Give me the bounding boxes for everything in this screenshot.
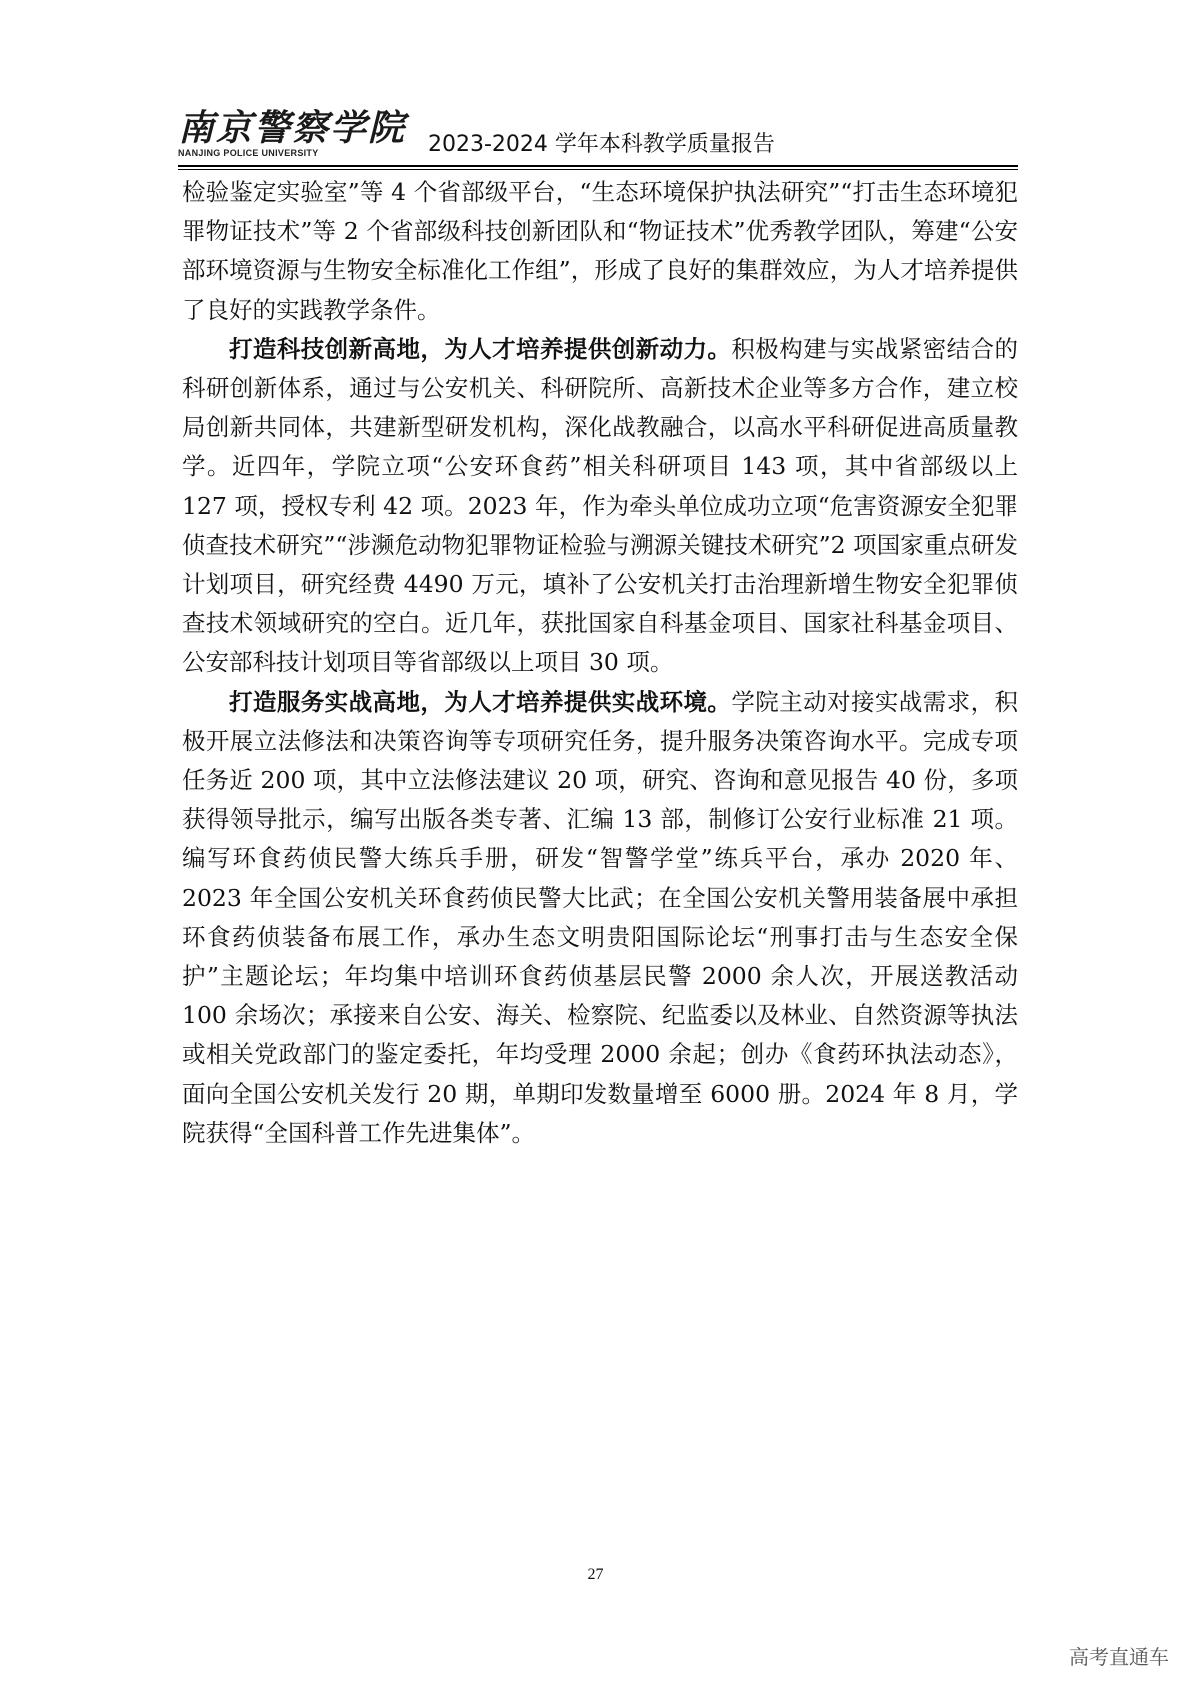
page-body	[182, 173, 1018, 1153]
watermark: 高考直通车	[1069, 1645, 1169, 1669]
university-logo	[178, 107, 407, 159]
header-rule-thin	[178, 169, 1018, 170]
header-rule-thick	[178, 165, 1018, 167]
logo-english-name: NANJING POLICE UNIVERSITY	[178, 148, 319, 158]
logo-chinese-name: 南京警察学院	[178, 107, 407, 149]
paragraph-innovation-lead: 打造科技创新高地，为人才培养提供创新动力。	[229, 334, 732, 363]
paragraph-service-lead: 打造服务实战高地，为人才培养提供实战环境。	[229, 687, 732, 716]
paragraph-service-text: 学院主动对接实战需求，积极开展立法修法和决策咨询等专项研究任务，提升服务决策咨询水平。完成专项任务近 200 项，其中立法修法建议 20 项，研究、咨询和意见报告 40 份，多项获得领导批示，编写出版各类专著、汇编 13 部，制修订公安行业标准 21 项。编写环食药侦民警大练兵手册，研发“智警学堂”练兵平台，承办 2020 年、2023 年全国公安机关环食药侦民警大比武；在全国公安机关警用装备展中承担环食药侦装备布展工作，承办生态文明贵阳国际论坛“刑事打击与生态安全保护”主题论坛；年均集中培训环食药侦基层民警 2000 余人次，开展送教活动 100 余场次；承接来自公安、海关、检察院、纪监委以及林业、自然资源等执法或相关党政部门的鉴定委托，年均受理 2000 余起；创办《食药环执法动态》，面向全国公安机关发行 20 期，单期印发数量增至 6000 册。2024 年 8 月，学院获得“全国科普工作先进集体”。	[182, 687, 1018, 1147]
paragraph-innovation	[182, 330, 1018, 683]
paragraph-innovation-text: 积极构建与实战紧密结合的科研创新体系，通过与公安机关、科研院所、高新技术企业等多方合作，建立校局创新共同体，共建新型研发机构，深化战教融合，以高水平科研促进高质量教学。近四年，学院立项“公安环食药”相关科研项目 143 项，其中省部级以上 127 项，授权专利 42 项。2023 年，作为牵头单位成功立项“危害资源安全犯罪侦查技术研究”“涉濒危动物犯罪物证检验与溯源关键技术研究”2 项国家重点研发计划项目，研究经费 4490 万元，填补了公安机关打击治理新增生物安全犯罪侦查技术领域研究的空白。近几年，获批国家自科基金项目、国家社科基金项目、公安部科技计划项目等省部级以上项目 30 项。	[182, 334, 1018, 677]
report-title: 2023-2024 学年本科教学质量报告	[428, 132, 775, 157]
page-number: 27	[587, 1566, 604, 1583]
paragraph-continuation: 检验鉴定实验室”等 4 个省部级平台，“生态环境保护执法研究”“打击生态环境犯罪物证技术”等 2 个省部级科技创新团队和“物证技术”优秀教学团队，筹建“公安部环境资源与生物安全标准化工作组”，形成了良好的集群效应，为人才培养提供了良好的实践教学条件。	[182, 178, 1018, 324]
paragraph-service	[182, 683, 1018, 1153]
